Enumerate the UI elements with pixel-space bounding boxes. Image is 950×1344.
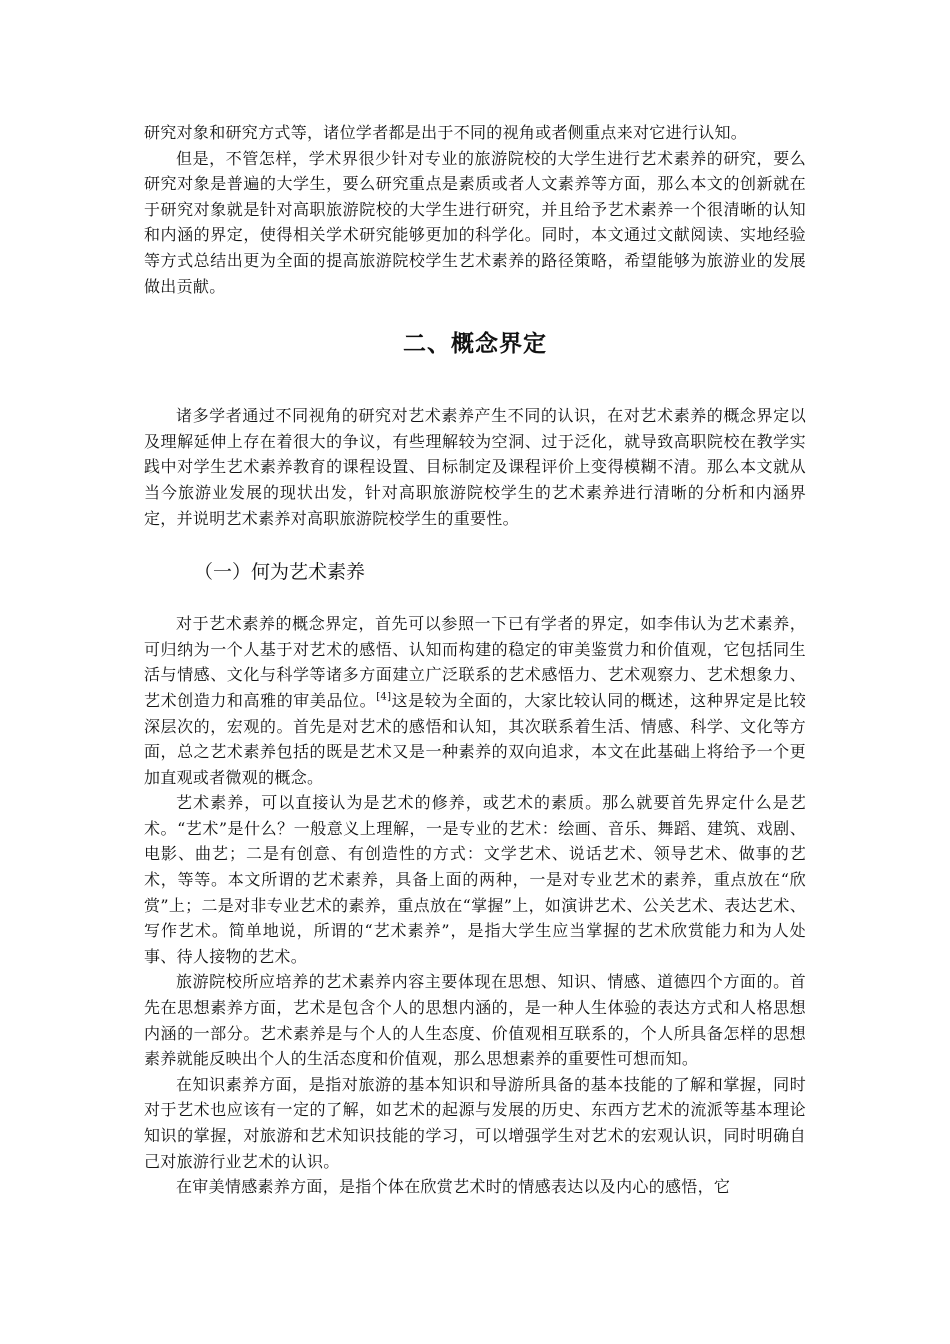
intro-paragraph-continued: 研究对象和研究方式等，诸位学者都是出于不同的视角或者侧重点来对它进行认知。	[144, 123, 748, 142]
citation-marker: [4]	[376, 691, 392, 703]
document-page	[144, 120, 806, 1200]
section-title: 二、概念界定	[403, 331, 547, 358]
subsection-title: （一）何为艺术素养	[194, 561, 366, 584]
subsection-paragraph-definition	[144, 611, 806, 790]
subsection-paragraph-art: 艺术素养，可以直接认为是艺术的修养，或艺术的素质。那么就要首先界定什么是艺术。“艺术”是什么？一般意义上理解，一是专业的艺术：绘画、音乐、舞蹈、建筑、戏剧、电影、曲艺；二是有创意、有创造性的方式：文学艺术、说话艺术、领导艺术、做事的艺术，等等。本文所谓的艺术素养，具备上面的两种，一是对专业艺术的素养，重点放在“欣赏”上；二是对非专业艺术的素养，重点放在“掌握”上，如演讲艺术、公关艺术、表达艺术、写作艺术。简单地说，所谓的“艺术素养”，是指大学生应当掌握的艺术欣赏能力和为人处事、待人接物的艺术。	[144, 793, 806, 966]
intro-paragraph: 但是，不管怎样，学术界很少针对专业的旅游院校的大学生进行艺术素养的研究，要么研究对象是普遍的大学生，要么研究重点是素质或者人文素养等方面，那么本文的创新就在于研究对象就是针对高职旅游院校的大学生进行研究，并且给予艺术素养一个很清晰的认知和内涵的界定，使得相关学术研究能够更加的科学化。同时，本文通过文献阅读、实地经验等方式总结出更为全面的提高旅游院校学生艺术素养的路径策略，希望能够为旅游业的发展做出贡献。	[144, 148, 806, 296]
subsection-paragraph-content: 旅游院校所应培养的艺术素养内容主要体现在思想、知识、情感、道德四个方面的。首先在思想素养方面，艺术是包含个人的思想内涵的，是一种人生体验的表达方式和人格思想内涵的一部分。艺术素养是与个人的人生态度、价值观相互联系的，个人所具备怎样的思想素养就能反映出个人的生活态度和价值观，那么思想素养的重要性可想而知。	[144, 972, 806, 1069]
subsection-paragraph-knowledge: 在知识素养方面，是指对旅游的基本知识和导游所具备的基本技能的了解和掌握，同时对于艺术也应该有一定的了解，如艺术的起源与发展的历史、东西方艺术的流派等基本理论知识的掌握，对旅游和艺术知识技能的学习，可以增强学生对艺术的宏观认识，同时明确自己对旅游行业艺术的认识。	[144, 1074, 806, 1171]
section-paragraph: 诸多学者通过不同视角的研究对艺术素养产生不同的认识，在对艺术素养的概念界定以及理解延伸上存在着很大的争议，有些理解较为空洞、过于泛化，就导致高职院校在教学实践中对学生艺术素养教育的课程设置、目标制定及课程评价上变得模糊不清。那么本文就从当今旅游业发展的现状出发，针对高职旅游院校学生的艺术素养进行清晰的分析和内涵界定，并说明艺术素养对高职旅游院校学生的重要性。	[144, 406, 806, 528]
subsection-paragraph-aesthetic: 在审美情感素养方面，是指个体在欣赏艺术时的情感表达以及内心的感悟，它	[176, 1177, 731, 1197]
paragraph-text: 这是较为全面的，大家比较认同的概述，这种界定是比较深层次的，宏观的。首先是对艺术的感悟和认知，其次联系着生活、情感、科学、文化等方面，总之艺术素养包括的既是艺术又是一种素养的双向追求，本文在此基础上将给予一个更加直观或者微观的概念。	[144, 690, 806, 787]
paragraph-text: 对于艺术素养的概念界定，首先可以参照一下已有学者的界定，如李伟认为艺术素养，可归纳为一个人基于对艺术的感悟、认知而构建的稳定的审美鉴赏力和价值观，它包括同生活与情感、文化与科学等诸多方面建立广泛联系的艺术感悟力、艺术观察力、艺术想象力、艺术创造力和高雅的审美品位。	[144, 614, 806, 710]
